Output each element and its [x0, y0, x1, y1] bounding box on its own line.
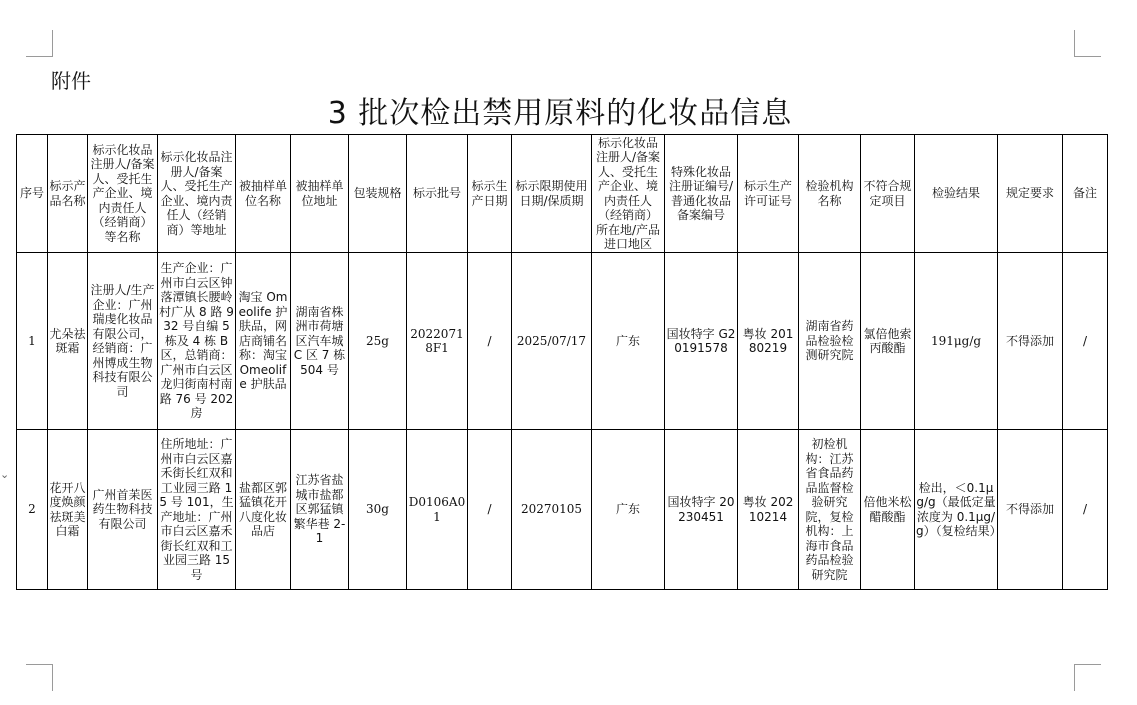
column-header: 备注 [1063, 135, 1108, 253]
table-cell: 粤妆 20210214 [738, 430, 799, 590]
column-header: 标示产品名称 [48, 135, 88, 253]
table-cell: 2 [17, 430, 48, 590]
table-cell: 国妆特字 G20191578 [665, 253, 738, 430]
table-cell: 广东 [592, 430, 665, 590]
document-title: 3 批次检出禁用原料的化妆品信息 [327, 96, 793, 131]
table-cell: 初检机构：江苏省食品药品监督检验研究院，复检机构：上海市食品药品检验研究院 [799, 430, 861, 590]
column-header: 检验结果 [915, 135, 998, 253]
table-cell: 生产企业：广州市白云区钟落潭镇长腰岭村广从 8 路 932 号自编 5 栋及 4 栋 B 区，总销商：广州市白云区龙归街南村南路 76 号 202 房 [158, 253, 236, 430]
column-header: 被抽样单位地址 [291, 135, 349, 253]
product-info-table [16, 134, 1108, 590]
table-cell: 注册人/生产企业：广州瑞虔化妆品有限公司，经销商：广州博成生物科技有限公司 [88, 253, 158, 430]
table-cell: 1 [17, 253, 48, 430]
table-cell: 氯倍他索丙酸酯 [861, 253, 915, 430]
table-header-row [17, 135, 1108, 253]
table-cell: 盐都区郭猛镇花开八度化妆品店 [236, 430, 291, 590]
table-cell: 20270105 [512, 430, 592, 590]
column-header: 标示批号 [407, 135, 468, 253]
crop-mark-bottom-right [1074, 664, 1101, 691]
crop-mark-bottom-left [26, 664, 53, 691]
table-cell: 淘宝 Omeolife 护肤品，网店商铺名称：淘宝 Omeolife 护肤品 [236, 253, 291, 430]
table-cell: 粤妆 20180219 [738, 253, 799, 430]
table-cell: 尤朵祛斑霜 [48, 253, 88, 430]
attachment-label: 附件 [51, 69, 91, 93]
crop-mark-top-right [1074, 30, 1101, 57]
column-header: 特殊化妆品注册证编号/普通化妆品备案编号 [665, 135, 738, 253]
table-cell: 住所地址：广州市白云区嘉禾街长红双和工业园三路 15 号 101，生产地址：广州市白云区嘉禾街长红双和工业园三路 15 号 [158, 430, 236, 590]
table-row [17, 430, 1108, 590]
table-cell: / [1063, 430, 1108, 590]
table-cell: / [1063, 253, 1108, 430]
table-cell: / [468, 430, 512, 590]
column-header: 序号 [17, 135, 48, 253]
table-cell: 25g [349, 253, 407, 430]
table-cell: 2025/07/17 [512, 253, 592, 430]
table-cell: 湖南省药品检验检测研究院 [799, 253, 861, 430]
table-cell: 不得添加 [998, 253, 1063, 430]
column-header: 包装规格 [349, 135, 407, 253]
column-header: 标示限期使用日期/保质期 [512, 135, 592, 253]
column-header: 检验机构名称 [799, 135, 861, 253]
table-cell: 检出，＜0.1μg/g（最低定量浓度为 0.1μg/g）（复检结果） [915, 430, 998, 590]
table-cell: 30g [349, 430, 407, 590]
column-header: 规定要求 [998, 135, 1063, 253]
column-header: 标示化妆品注册人/备案人、受托生产企业、境内责任人（经销商）等地址 [158, 135, 236, 253]
column-header: 标示化妆品注册人/备案人、受托生产企业、境内责任人（经销商）所在地/产品进口地区 [592, 135, 665, 253]
table-cell: 湖南省株洲市荷塘区汽车城 C 区 7 栋 504 号 [291, 253, 349, 430]
table-cell: 花开八度焕颜祛斑美白霜 [48, 430, 88, 590]
side-marker-icon: ⌄ [0, 468, 10, 481]
table-row [17, 253, 1108, 430]
table-cell: 191μg/g [915, 253, 998, 430]
table-cell: 江苏省盐城市盐都区郭猛镇繁华巷 2-1 [291, 430, 349, 590]
column-header: 标示化妆品注册人/备案人、受托生产企业、境内责任人（经销商）等名称 [88, 135, 158, 253]
table-cell: 20220718F1 [407, 253, 468, 430]
table-cell: 国妆特字 20230451 [665, 430, 738, 590]
table-cell: / [468, 253, 512, 430]
table-cell: 倍他米松醋酸酯 [861, 430, 915, 590]
column-header: 标示生产日期 [468, 135, 512, 253]
column-header: 标示生产许可证号 [738, 135, 799, 253]
table-cell: D0106A01 [407, 430, 468, 590]
table-cell: 广州首苿医药生物科技有限公司 [88, 430, 158, 590]
table-cell: 不得添加 [998, 430, 1063, 590]
column-header: 被抽样单位名称 [236, 135, 291, 253]
table-cell: 广东 [592, 253, 665, 430]
column-header: 不符合规定项目 [861, 135, 915, 253]
crop-mark-top-left [26, 30, 53, 57]
